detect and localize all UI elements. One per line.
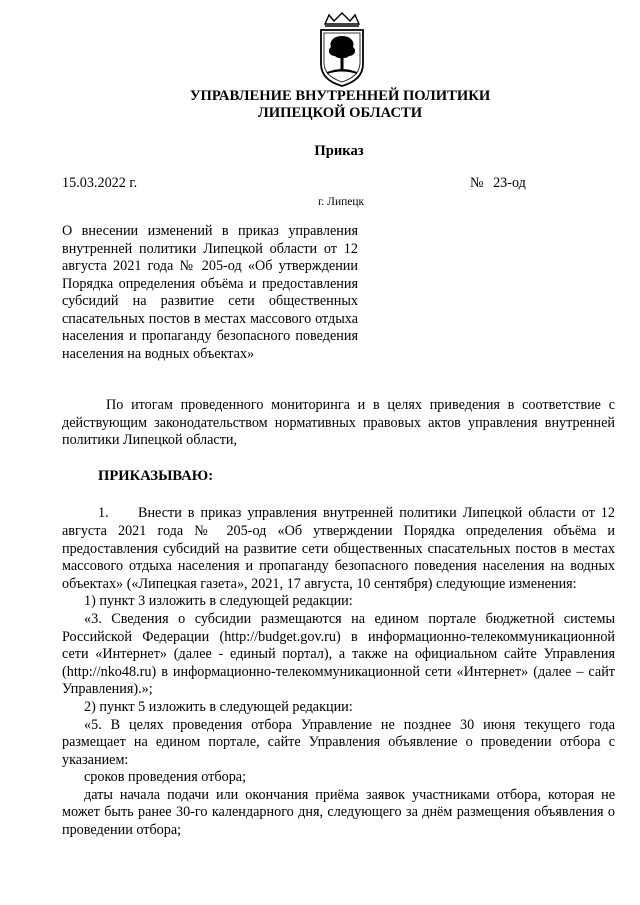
list-item-a: сроков проведения отбора;	[84, 769, 247, 786]
order-date: 15.03.2022 г.	[62, 175, 138, 191]
organization-name	[0, 88, 640, 122]
item-1-number: 1.	[98, 505, 109, 522]
coat-of-arms-icon	[313, 12, 371, 88]
list-item-b: даты начала подачи или окончания приёма заявок участниками отбора, которая не может быть ранее 30-го календарного дня, следующего за днём размещения объявления о проведении отбора;	[62, 786, 615, 839]
item-1	[62, 505, 615, 593]
org-line-1: УПРАВЛЕНИЕ ВНУТРЕННЕЙ ПОЛИТИКИ	[189, 88, 491, 104]
order-body	[62, 397, 615, 840]
quote-point-5: «5. В целях проведения отбора Управление не позднее 30 июня текущего года размещает на едином портале, сайте Управления объявление о проведении отбора с указанием:	[62, 716, 615, 768]
item-1-text: Внести в приказ управления внутренней политики Липецкой области от 12 августа 2021 года № 205-од «Об утверждении Порядка определения объёма и предоставления субсидий на развитие сети общественных спасательных постов в местах массового отдыха населения и пропаганду безопасного поведения населения на водных объектах» («Липецкая газета», 2021, 17 августа, 10 сентября) следующие изменения:	[62, 505, 615, 592]
org-line-2: ЛИПЕЦКОЙ ОБЛАСТИ	[257, 105, 423, 121]
subitem-2: 2) пункт 5 изложить в следующей редакции:	[84, 698, 353, 715]
order-number: № 23-од	[470, 175, 526, 191]
order-subject	[62, 223, 358, 363]
order-word: ПРИКАЗЫВАЮ:	[98, 467, 214, 484]
preamble: По итогам проведенного мониторинга и в целях приведения в соответствие с действующим законодательством нормативных правовых актов управления внутренней политики Липецкой области,	[62, 397, 615, 449]
document-type: Приказ	[314, 143, 364, 159]
city: г. Липецк	[318, 196, 365, 208]
quote-point-3: «3. Сведения о субсидии размещаются на едином портале бюджетной системы Российской Федерации (http://budget.gov.ru) в информационно-телекоммуникационной сети «Интернет» (далее - единый портал), а также на официальном сайте Управления (http://nko48.ru) в информационно-телекоммуникационной сети «Интернет» (далее – сайт Управления).»;	[62, 610, 615, 698]
subitem-1: 1) пункт 3 изложить в следующей редакции:	[84, 593, 353, 610]
subject-text: О внесении изменений в приказ управления внутренней политики Липецкой области от 12 августа 2021 года № 205-од «Об утверждении Порядка определения объёма и предоставления субсидий на развитие сети общественных спасательных постов в местах массового отдыха населения и пропаганду безопасного поведения населения на водных объектах»	[62, 223, 358, 362]
